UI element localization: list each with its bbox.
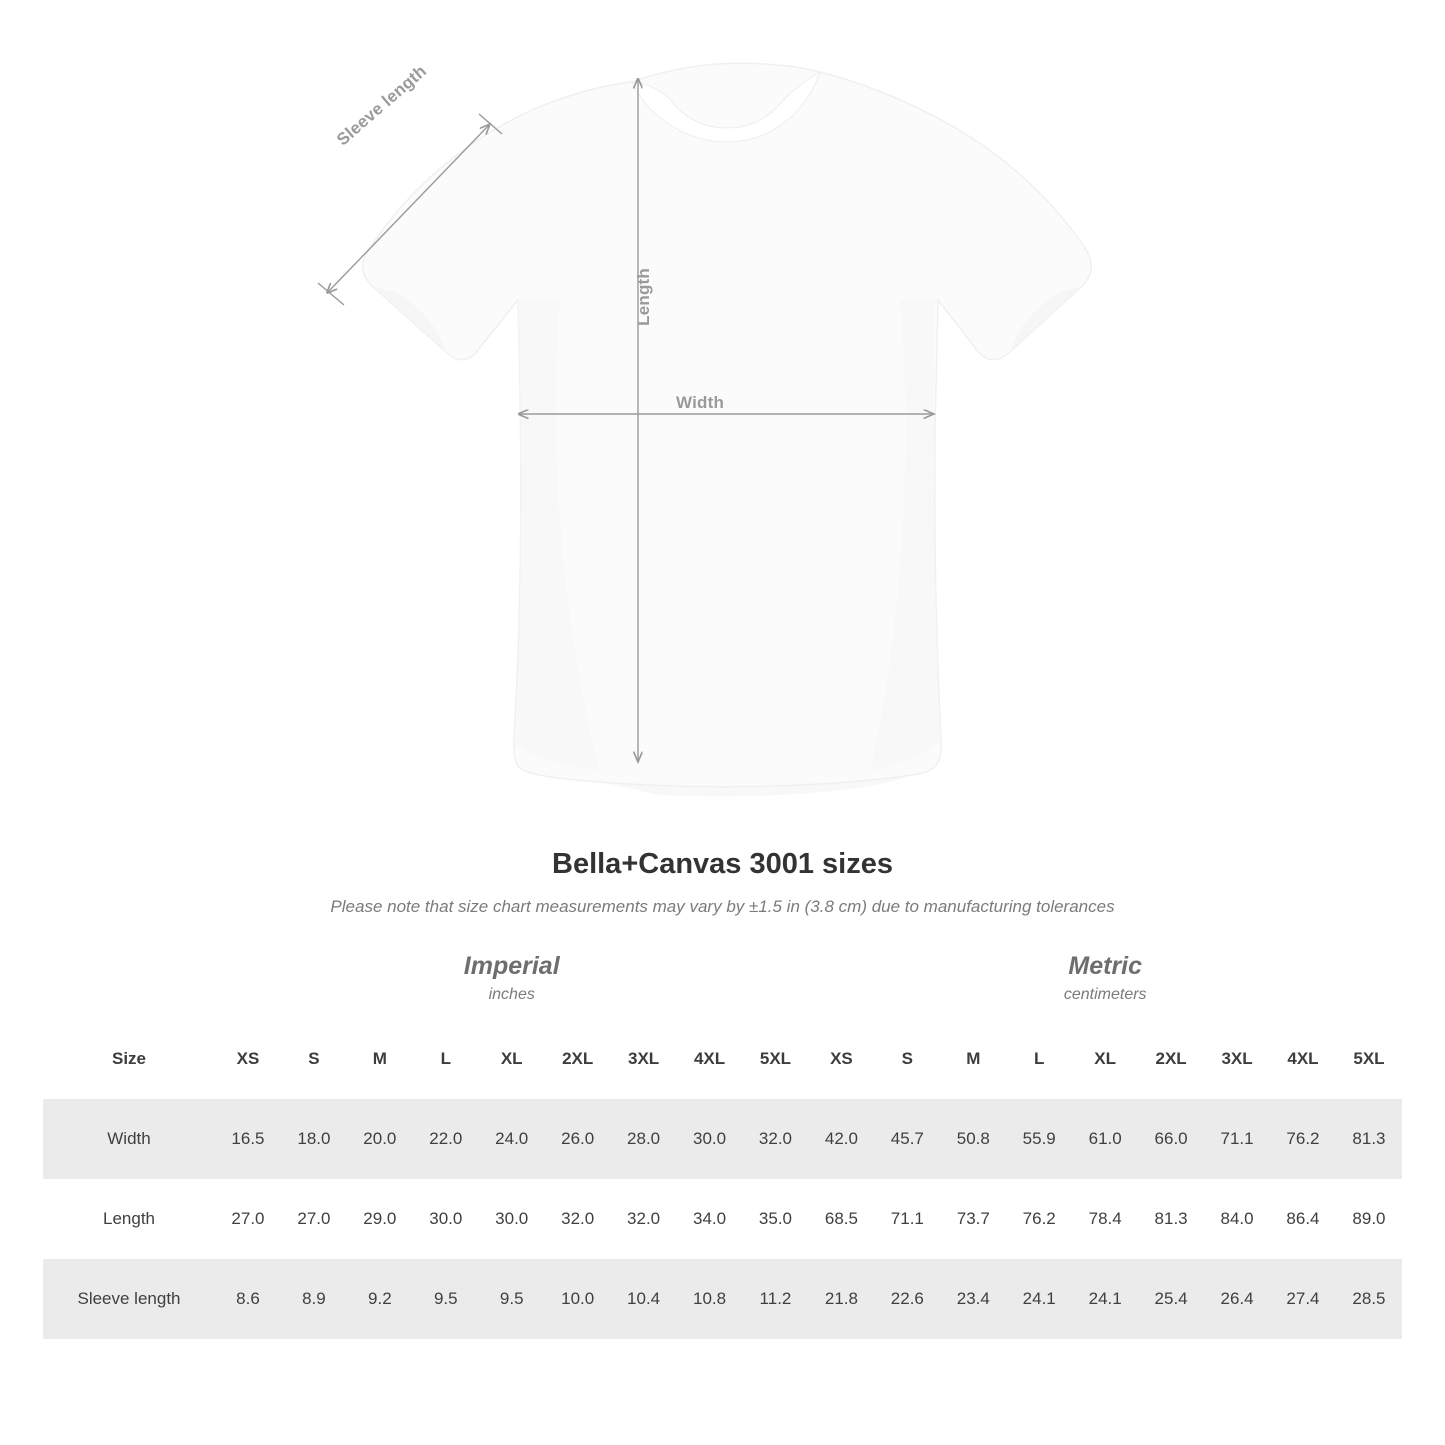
tshirt-shape <box>363 63 1092 796</box>
measurement-cell: 76.2 <box>1270 1099 1336 1179</box>
measurement-cell: 23.4 <box>940 1259 1006 1339</box>
measurement-cell: 30.0 <box>479 1179 545 1259</box>
measurement-cell: 27.4 <box>1270 1259 1336 1339</box>
size-header-cell: XS <box>215 1019 281 1099</box>
measurement-cell: 84.0 <box>1204 1179 1270 1259</box>
chart-note: Please note that size chart measurements may vary by ±1.5 in (3.8 cm) due to manufacturing tolerances <box>330 897 1115 916</box>
measurement-cell: 81.3 <box>1138 1179 1204 1259</box>
size-header-cell: XL <box>479 1019 545 1099</box>
unit-group-sub: inches <box>488 985 535 1003</box>
measurement-cell: 21.8 <box>808 1259 874 1339</box>
size-header-cell: 4XL <box>1270 1019 1336 1099</box>
size-table <box>43 939 1402 1339</box>
measurement-cell: 30.0 <box>677 1099 743 1179</box>
measurement-cell: 45.7 <box>874 1099 940 1179</box>
size-header-cell: L <box>1006 1019 1072 1099</box>
size-header-cell: M <box>940 1019 1006 1099</box>
measurement-cell: 89.0 <box>1336 1179 1402 1259</box>
measurement-cell: 29.0 <box>347 1179 413 1259</box>
row-label: Length <box>43 1179 215 1259</box>
measurement-cell: 10.4 <box>611 1259 677 1339</box>
unit-group-imperial <box>215 939 808 1019</box>
size-header-cell: 3XL <box>1204 1019 1270 1099</box>
measurement-cell: 8.9 <box>281 1259 347 1339</box>
measurement-cell: 22.6 <box>874 1259 940 1339</box>
size-header-cell: 3XL <box>611 1019 677 1099</box>
length-label: Length <box>634 268 653 326</box>
row-label: Sleeve length <box>43 1259 215 1339</box>
measurement-cell: 25.4 <box>1138 1259 1204 1339</box>
size-header-cell: 2XL <box>545 1019 611 1099</box>
measurement-cell: 16.5 <box>215 1099 281 1179</box>
measurement-cell: 55.9 <box>1006 1099 1072 1179</box>
chart-heading <box>0 848 1445 917</box>
measurement-cell: 73.7 <box>940 1179 1006 1259</box>
measurement-cell: 86.4 <box>1270 1179 1336 1259</box>
row-label: Width <box>43 1099 215 1179</box>
size-header-cell: M <box>347 1019 413 1099</box>
measurement-cell: 10.0 <box>545 1259 611 1339</box>
size-header-cell: L <box>413 1019 479 1099</box>
unit-group-name: Imperial <box>463 951 560 980</box>
measurement-cell: 26.0 <box>545 1099 611 1179</box>
measurement-cell: 20.0 <box>347 1099 413 1179</box>
measurement-cell: 24.1 <box>1072 1259 1138 1339</box>
measurement-cell: 76.2 <box>1006 1179 1072 1259</box>
measurement-cell: 71.1 <box>1204 1099 1270 1179</box>
measurement-cell: 22.0 <box>413 1099 479 1179</box>
sleeve-length-label: Sleeve length <box>333 61 431 150</box>
size-header-cell: S <box>281 1019 347 1099</box>
sleeve-tick-bottom <box>318 283 344 305</box>
size-header-cell: 5XL <box>1336 1019 1402 1099</box>
size-header-cell: XS <box>808 1019 874 1099</box>
measurement-cell: 32.0 <box>545 1179 611 1259</box>
measurement-cell: 42.0 <box>808 1099 874 1179</box>
unit-group-metric <box>808 939 1402 1019</box>
measurement-cell: 50.8 <box>940 1099 1006 1179</box>
measurement-cell: 35.0 <box>743 1179 809 1259</box>
size-table-wrapper <box>43 939 1402 1339</box>
unit-header-row <box>43 939 1402 1019</box>
measurement-cell: 9.2 <box>347 1259 413 1339</box>
measurement-cell: 28.0 <box>611 1099 677 1179</box>
measurement-cell: 10.8 <box>677 1259 743 1339</box>
measurement-cell: 11.2 <box>743 1259 809 1339</box>
measurement-cell: 8.6 <box>215 1259 281 1339</box>
table-row <box>43 1259 1402 1339</box>
size-header-cell: 5XL <box>743 1019 809 1099</box>
unit-group-sub: centimeters <box>1063 985 1147 1003</box>
measurement-cell: 61.0 <box>1072 1099 1138 1179</box>
size-column-label: Size <box>43 1019 215 1099</box>
table-row <box>43 1099 1402 1179</box>
measurement-cell: 78.4 <box>1072 1179 1138 1259</box>
measurement-cell: 24.0 <box>479 1099 545 1179</box>
measurement-cell: 30.0 <box>413 1179 479 1259</box>
size-header-cell: 4XL <box>677 1019 743 1099</box>
size-header-cell: 2XL <box>1138 1019 1204 1099</box>
width-label: Width <box>676 393 725 412</box>
measurement-cell: 32.0 <box>611 1179 677 1259</box>
measurement-cell: 28.5 <box>1336 1259 1402 1339</box>
unit-group-name: Metric <box>1068 951 1143 980</box>
measurement-cell: 34.0 <box>677 1179 743 1259</box>
measurement-cell: 18.0 <box>281 1099 347 1179</box>
measurement-cell: 32.0 <box>743 1099 809 1179</box>
measurement-cell: 27.0 <box>215 1179 281 1259</box>
size-header-row <box>43 1019 1402 1099</box>
measurement-cell: 27.0 <box>281 1179 347 1259</box>
measurement-cell: 66.0 <box>1138 1099 1204 1179</box>
chart-title: Bella+Canvas 3001 sizes <box>552 848 893 880</box>
size-header-cell: XL <box>1072 1019 1138 1099</box>
measurement-cell: 9.5 <box>413 1259 479 1339</box>
measurement-cell: 26.4 <box>1204 1259 1270 1339</box>
measurement-cell: 24.1 <box>1006 1259 1072 1339</box>
measurement-cell: 68.5 <box>808 1179 874 1259</box>
size-header-cell: S <box>874 1019 940 1099</box>
table-row <box>43 1179 1402 1259</box>
measurement-cell: 71.1 <box>874 1179 940 1259</box>
unit-header-spacer <box>43 939 215 1019</box>
measurement-cell: 81.3 <box>1336 1099 1402 1179</box>
measurement-cell: 9.5 <box>479 1259 545 1339</box>
